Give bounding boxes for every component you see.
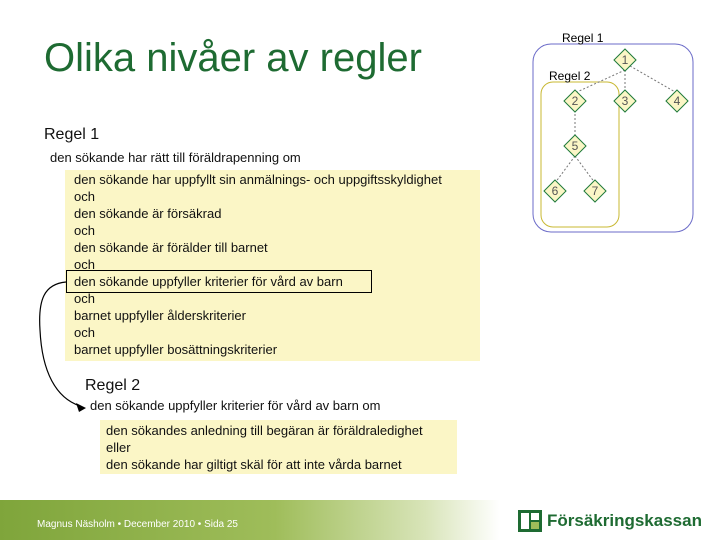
tree-node-3 — [614, 90, 636, 112]
rule1-line: den sökande är försäkrad — [74, 206, 222, 221]
rule1-line: och — [74, 223, 95, 238]
svg-text:4: 4 — [673, 94, 681, 108]
rule2-line: den sökandes anledning till begäran är föräldraledighet — [106, 423, 423, 438]
rule1-heading: Regel 1 — [44, 126, 100, 143]
rule1-line: den sökande uppfyller kriterier för vård av barn — [74, 274, 343, 289]
tree-node-1 — [614, 49, 636, 71]
svg-text:6: 6 — [551, 184, 559, 198]
logo-text: Försäkringskassan — [547, 511, 702, 530]
rule2-line: eller — [106, 440, 131, 455]
tree-node-4 — [666, 90, 688, 112]
rule1-line: och — [74, 189, 95, 204]
svg-text:3: 3 — [621, 94, 629, 108]
svg-text:7: 7 — [591, 184, 599, 198]
tree-edges — [555, 66, 677, 183]
rule1-line: och — [74, 291, 95, 306]
rule1-line: den sökande har uppfyllt sin anmälnings- och uppgiftsskyldighet — [74, 172, 442, 187]
svg-text:5: 5 — [571, 139, 579, 153]
rule2-line: den sökande har giltigt skäl för att inte vårda barnet — [106, 457, 402, 472]
rule2-condition: den sökande uppfyller kriterier för vård av barn om — [90, 398, 381, 413]
tree-node-5 — [564, 135, 586, 157]
rule2-heading: Regel 2 — [85, 377, 141, 394]
svg-text:1: 1 — [621, 53, 629, 67]
rule1-line: och — [74, 325, 95, 340]
tree-node-2 — [564, 90, 586, 112]
forsakringskassan-logo-icon — [518, 510, 542, 532]
tree-node-6 — [544, 180, 566, 202]
rule1-line: den sökande är förälder till barnet — [74, 240, 268, 255]
tree-rule2-label: Regel 2 — [549, 69, 591, 83]
page-title: Olika nivåer av regler — [44, 36, 422, 80]
svg-text:2: 2 — [571, 94, 579, 108]
rule1-line: barnet uppfyller ålderskriterier — [74, 308, 246, 323]
tree-node-7 — [584, 180, 606, 202]
rule1-line: och — [74, 257, 95, 272]
rule1-condition: den sökande har rätt till föräldrapenning om — [50, 150, 301, 165]
footer-text: Magnus Näsholm • December 2010 • Sida 25 — [37, 519, 238, 530]
tree-rule1-label: Regel 1 — [562, 31, 604, 45]
rule1-line: barnet uppfyller bosättningskriterier — [74, 342, 278, 357]
